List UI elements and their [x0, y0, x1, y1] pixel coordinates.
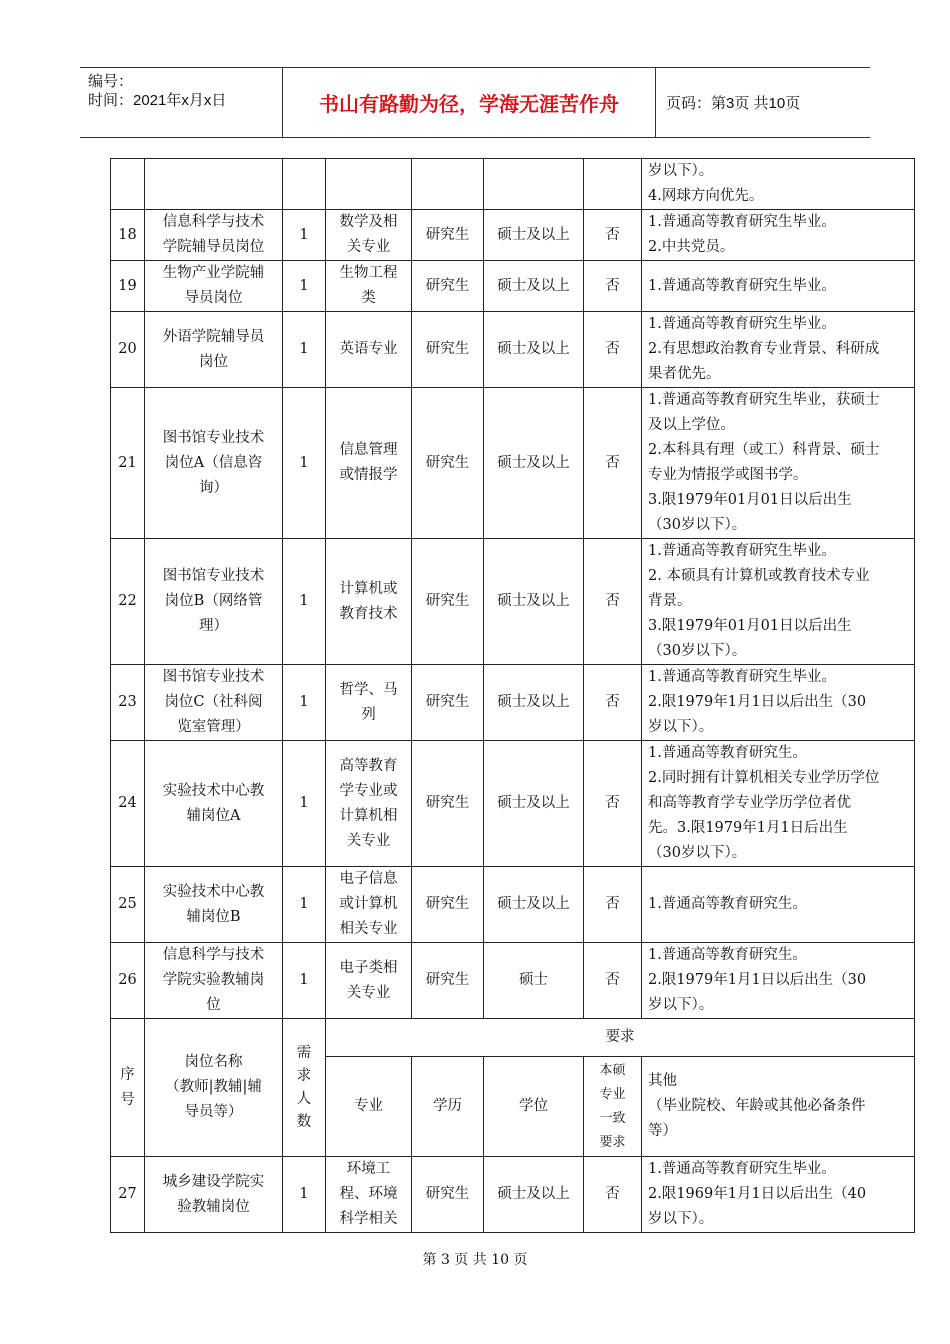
text-line: 信息科学与技术 [162, 947, 265, 963]
table-row [111, 261, 915, 312]
table-row [111, 665, 915, 741]
text-line: 1.普通高等教育研究生毕业，获硕士 [648, 392, 880, 408]
cell-edu: 研究生 [412, 210, 484, 261]
text-line: 背景。 [648, 593, 692, 609]
cell-major [326, 741, 412, 867]
cell-other [642, 261, 915, 312]
time-label: 时间：2021年x月x日 [88, 92, 227, 109]
text-line: 专业为情报学或图书学。 [648, 467, 808, 483]
text-line: 电子类相 [339, 959, 398, 976]
cell-other [642, 388, 915, 539]
cell-degree [484, 159, 584, 210]
cell-other [642, 210, 915, 261]
text-line: 2.本科具有理（或工）科背景、硕士 [648, 442, 880, 458]
cell-degree: 硕士及以上 [484, 867, 584, 943]
cell-degree: 硕士 [484, 943, 584, 1019]
text-line: 生物工程 [339, 265, 398, 281]
text-line: 信息管理 [339, 442, 398, 458]
text-line: 岗位 [199, 353, 228, 370]
text-line: 和高等教育学专业学历学位者优 [648, 795, 851, 811]
cell-no: 26 [111, 943, 145, 1019]
cell-name [145, 943, 283, 1019]
table-row [111, 867, 915, 943]
text-line: 英语专业 [339, 341, 398, 357]
text-line: 1.普通高等教育研究生毕业。 [648, 1161, 836, 1177]
text-line: 及以上学位。 [648, 417, 735, 433]
cell-edu [412, 159, 484, 210]
cell-edu: 研究生 [412, 539, 484, 665]
cell-major [326, 539, 412, 665]
cell-count [283, 159, 326, 210]
cell-major [326, 210, 412, 261]
cell-major [326, 867, 412, 943]
text-line: 导员等） [184, 1104, 243, 1120]
text-line: 位 [206, 997, 221, 1013]
text-line: 程、环境 [339, 1186, 398, 1202]
text-line: 号 [120, 1091, 135, 1108]
text-line: 学专业或 [339, 782, 398, 799]
cell-name [145, 741, 283, 867]
text-line: 2.中共党员。 [648, 239, 735, 255]
text-line: 2.同时拥有计算机相关专业学历学位 [648, 770, 880, 786]
cell-consistent [584, 159, 642, 210]
text-line: （教师|教辅|辅 [165, 1079, 262, 1095]
page-label: 页码：第3页 共10页 [666, 95, 801, 112]
table-row [111, 539, 915, 665]
text-line: （30岁以下）。 [648, 845, 747, 861]
cell-major [326, 388, 412, 539]
text-line: 辅岗位B [186, 908, 241, 925]
table-row [111, 312, 915, 388]
cell-edu: 研究生 [412, 943, 484, 1019]
table-row [111, 388, 915, 539]
text-line: 专业 [599, 1086, 626, 1102]
text-line: 1.普通高等教育研究生。 [648, 947, 807, 963]
text-line: 1.普通高等教育研究生毕业。 [648, 543, 836, 559]
header-consistent [584, 1057, 642, 1157]
text-line: （30岁以下）。 [648, 643, 747, 659]
header-edu: 学历 [412, 1057, 484, 1157]
text-line: 图书馆专业技术 [162, 568, 265, 584]
cell-other [642, 1157, 915, 1233]
cell-count: 1 [283, 1157, 326, 1233]
text-line: 果者优先。 [648, 366, 721, 382]
cell-major [326, 665, 412, 741]
text-line: 计算机或 [339, 580, 398, 597]
header-meta [80, 68, 282, 137]
cell-count: 1 [283, 261, 326, 312]
cell-consistent: 否 [584, 867, 642, 943]
cell-degree: 硕士及以上 [484, 1157, 584, 1233]
table-row [111, 210, 915, 261]
text-line: 岁以下）。 [648, 163, 714, 179]
job-table [110, 158, 915, 1233]
cell-other [642, 867, 915, 943]
text-line: 生物产业学院辅 [162, 265, 265, 281]
table-row [111, 741, 915, 867]
cell-count: 1 [283, 665, 326, 741]
cell-no: 18 [111, 210, 145, 261]
text-line: 2. 本硕具有计算机或教育技术专业 [648, 568, 870, 584]
text-line: 等） [648, 1123, 677, 1139]
text-line: 关专业 [346, 832, 391, 849]
cell-degree: 硕士及以上 [484, 388, 584, 539]
text-line: 1.普通高等教育研究生毕业。 [648, 669, 836, 685]
text-line: 1.普通高等教育研究生。 [648, 745, 807, 761]
cell-major [326, 1157, 412, 1233]
cell-degree: 硕士及以上 [484, 312, 584, 388]
cell-degree: 硕士及以上 [484, 741, 584, 867]
cell-edu: 研究生 [412, 1157, 484, 1233]
cell-degree: 硕士及以上 [484, 261, 584, 312]
cell-other [642, 539, 915, 665]
text-line: （30岁以下）。 [648, 517, 747, 533]
cell-consistent: 否 [584, 665, 642, 741]
cell-name [145, 210, 283, 261]
text-line: （毕业院校、年龄或其他必备条件 [648, 1098, 866, 1114]
cell-edu: 研究生 [412, 867, 484, 943]
cell-edu: 研究生 [412, 665, 484, 741]
text-line: 3.限1979年01月01日以后出生 [648, 492, 852, 508]
cell-degree: 硕士及以上 [484, 539, 584, 665]
cell-no: 23 [111, 665, 145, 741]
header-degree: 学位 [484, 1057, 584, 1157]
cell-no: 20 [111, 312, 145, 388]
cell-count: 1 [283, 539, 326, 665]
cell-name [145, 539, 283, 665]
cell-consistent: 否 [584, 210, 642, 261]
text-line: 数学及相 [339, 214, 398, 230]
cell-other [642, 159, 915, 210]
page-footer: 第 3 页 共 10 页 [422, 1252, 528, 1268]
cell-major [326, 159, 412, 210]
text-line: 计算机相 [339, 807, 398, 824]
text-line: 询） [199, 479, 228, 496]
cell-count: 1 [283, 388, 326, 539]
cell-name [145, 159, 283, 210]
cell-major [326, 261, 412, 312]
text-line: 序 [120, 1066, 135, 1083]
text-line: 城乡建设学院实 [162, 1173, 265, 1190]
cell-count: 1 [283, 741, 326, 867]
header-name [145, 1019, 283, 1157]
cell-count: 1 [283, 210, 326, 261]
text-line: 实验技术中心教 [162, 883, 265, 900]
text-line: 岗位B（网络管 [164, 593, 263, 609]
text-line: 验教辅岗位 [177, 1198, 250, 1215]
cell-name [145, 1157, 283, 1233]
cell-no: 21 [111, 388, 145, 539]
text-line: 先。3.限1979年1月1日后出生 [648, 820, 848, 836]
cell-other [642, 943, 915, 1019]
text-line: 关专业 [346, 239, 391, 255]
text-line: 4.网球方向优先。 [648, 188, 764, 204]
text-line: 一致 [599, 1110, 626, 1126]
text-line: 信息科学与技术 [162, 214, 265, 230]
header-count [283, 1019, 326, 1157]
cell-consistent: 否 [584, 388, 642, 539]
header-requirements: 要求 [326, 1019, 915, 1057]
text-line: 3.限1979年01月01日以后出生 [648, 618, 852, 634]
cell-no: 25 [111, 867, 145, 943]
cell-count: 1 [283, 312, 326, 388]
text-line: 2.限1979年1月1日以后出生（30 [648, 972, 867, 988]
text-line: 1.普通高等教育研究生。 [648, 896, 807, 912]
cell-edu: 研究生 [412, 741, 484, 867]
table-header [111, 1019, 915, 1157]
text-line: 图书馆专业技术 [162, 669, 265, 685]
cell-consistent: 否 [584, 1157, 642, 1233]
table-row [111, 943, 915, 1019]
text-line: 岁以下）。 [648, 1211, 714, 1227]
text-line: 外语学院辅导员 [162, 328, 265, 345]
text-line: 2.限1979年1月1日以后出生（30 [648, 694, 867, 710]
text-line: 导员岗位 [184, 290, 243, 306]
table-row [111, 159, 915, 210]
text-line: 环境工 [346, 1161, 391, 1177]
text-line: 或计算机 [339, 896, 398, 912]
cell-other [642, 665, 915, 741]
motto: 书山有路勤为径，学海无涯苦作舟 [282, 68, 656, 137]
cell-no: 27 [111, 1157, 145, 1233]
text-line: 要求 [599, 1134, 626, 1150]
cell-name [145, 388, 283, 539]
cell-consistent: 否 [584, 261, 642, 312]
cell-edu: 研究生 [412, 388, 484, 539]
text-line: 哲学、马 [339, 681, 398, 698]
text-line: 学院实验教辅岗 [162, 972, 265, 988]
cell-degree: 硕士及以上 [484, 665, 584, 741]
text-line: 关专业 [346, 984, 391, 1001]
header-no [111, 1019, 145, 1157]
table-row [111, 1157, 915, 1233]
text-line: 1.普通高等教育研究生毕业。 [648, 277, 836, 294]
cell-major [326, 943, 412, 1019]
cell-degree: 硕士及以上 [484, 210, 584, 261]
page-header [80, 67, 870, 138]
cell-no: 22 [111, 539, 145, 665]
text-line: 图书馆专业技术 [162, 429, 265, 446]
text-line: 1.普通高等教育研究生毕业。 [648, 316, 836, 332]
text-line: 实验技术中心教 [162, 782, 265, 799]
cell-consistent: 否 [584, 943, 642, 1019]
cell-other [642, 312, 915, 388]
cell-name [145, 665, 283, 741]
cell-other [642, 741, 915, 867]
text-line: 高等教育 [339, 757, 398, 774]
cell-consistent: 否 [584, 741, 642, 867]
code-label: 编号： [88, 73, 134, 90]
text-line: 人 [296, 1090, 312, 1107]
header-other [642, 1057, 915, 1157]
text-line: 数 [296, 1113, 312, 1130]
cell-edu: 研究生 [412, 312, 484, 388]
cell-name [145, 867, 283, 943]
text-line: 相关专业 [339, 921, 398, 937]
text-line: 2.限1969年1月1日以后出生（40 [648, 1186, 867, 1202]
text-line: 2.有思想政治教育专业背景、科研成 [648, 341, 880, 357]
cell-consistent: 否 [584, 539, 642, 665]
cell-name [145, 261, 283, 312]
text-line: 辅岗位A [186, 807, 241, 824]
cell-count: 1 [283, 943, 326, 1019]
text-line: 学院辅导员岗位 [162, 239, 265, 255]
text-line: 岗位名称 [184, 1054, 243, 1070]
text-line: 教育技术 [339, 605, 398, 622]
cell-major [326, 312, 412, 388]
cell-no: 24 [111, 741, 145, 867]
text-line: 1.普通高等教育研究生毕业。 [648, 214, 836, 230]
text-line: 求 [296, 1067, 312, 1084]
text-line: 理） [199, 618, 228, 634]
text-line: 或情报学 [339, 467, 398, 483]
cell-no [111, 159, 145, 210]
cell-count: 1 [283, 867, 326, 943]
cell-consistent: 否 [584, 312, 642, 388]
text-line: 需 [296, 1044, 312, 1061]
header-major: 专业 [326, 1057, 412, 1157]
cell-edu: 研究生 [412, 261, 484, 312]
text-line: 岁以下）。 [648, 719, 714, 735]
text-line: 岗位C（社科阅 [164, 694, 263, 710]
cell-no: 19 [111, 261, 145, 312]
text-line: 科学相关 [339, 1211, 398, 1227]
text-line: 电子信息 [339, 871, 398, 887]
text-line: 其他 [648, 1073, 677, 1089]
text-line: 岁以下）。 [648, 997, 714, 1013]
text-line: 列 [361, 706, 376, 723]
text-line: 览室管理） [177, 719, 250, 735]
text-line: 岗位A（信息咨 [164, 454, 263, 471]
text-line: 类 [361, 290, 376, 306]
cell-name [145, 312, 283, 388]
text-line: 本硕 [599, 1062, 626, 1078]
